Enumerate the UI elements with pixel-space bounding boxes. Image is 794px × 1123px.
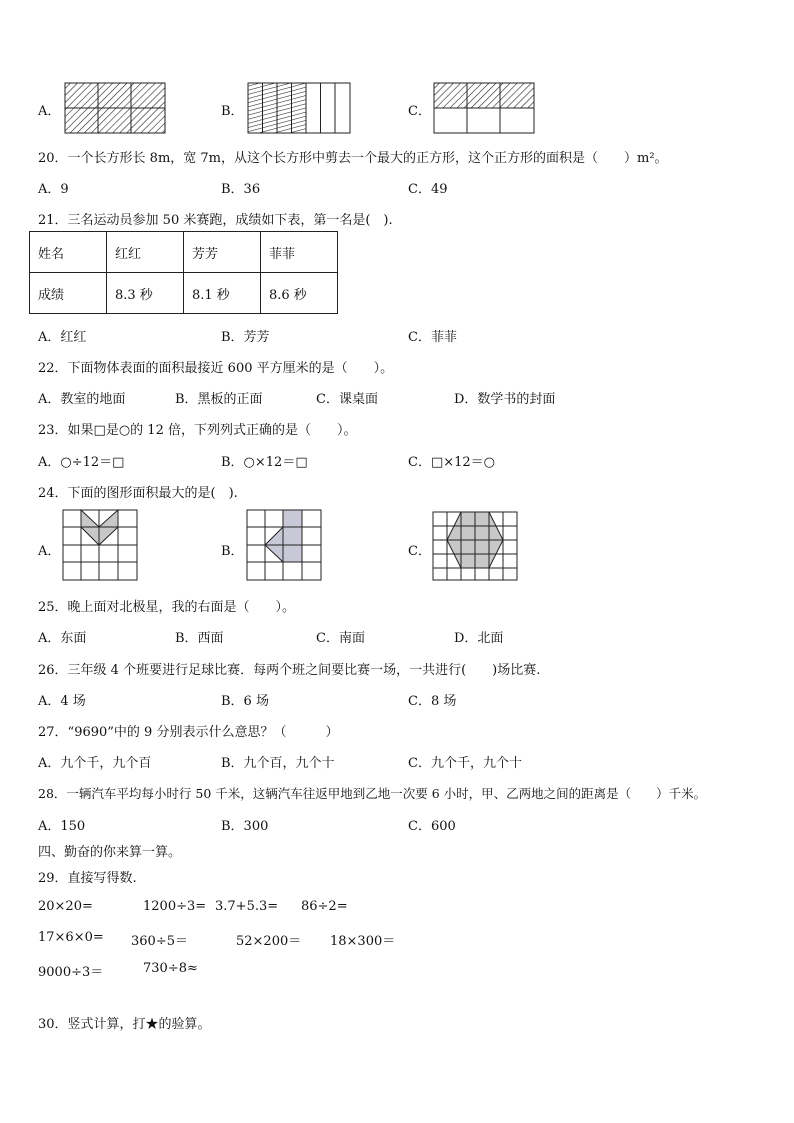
q26-option-b[interactable]: B．6 场 (221, 694, 269, 709)
q29-expr: 730÷8≈ (143, 961, 198, 976)
q24-stem: 24．下面的图形面积最大的是( ). (38, 486, 238, 501)
q24-figure-b (246, 509, 322, 581)
q22-option-d[interactable]: D．数学书的封面 (454, 392, 556, 407)
q28-option-a[interactable]: A．150 (38, 819, 86, 834)
q23-option-c[interactable]: C．□×12＝○ (408, 455, 496, 470)
table-cell: 8.1 秒 (184, 273, 261, 314)
q25-option-c[interactable]: C．南面 (316, 631, 365, 646)
section-4-title: 四、勤奋的你来算一算。 (38, 845, 182, 860)
q26-option-a[interactable]: A．4 场 (38, 694, 86, 709)
q22-option-b[interactable]: B．黑板的正面 (175, 392, 263, 407)
q19-option-a[interactable]: A． (38, 104, 61, 119)
table-cell: 菲菲 (261, 232, 338, 273)
table-row (30, 273, 338, 314)
q24-option-c[interactable]: C． (408, 544, 431, 559)
q19-option-b[interactable]: B． (221, 104, 244, 119)
q23-option-b[interactable]: B．○×12＝□ (221, 455, 308, 470)
q21-stem: 21．三名运动员参加 50 米赛跑，成绩如下表，第一名是( ). (38, 213, 393, 228)
q19-figure-c (433, 82, 535, 134)
q29-expr: 20×20= (38, 899, 93, 914)
q27-option-a[interactable]: A．九个千，九个百 (38, 756, 152, 771)
q25-option-a[interactable]: A．东面 (38, 631, 87, 646)
q23-stem: 23．如果□是○的 12 倍，下列列式正确的是（ ）。 (38, 423, 357, 438)
q25-option-d[interactable]: D．北面 (454, 631, 504, 646)
q28-option-c[interactable]: C．600 (408, 819, 456, 834)
q25-option-b[interactable]: B．西面 (175, 631, 224, 646)
q26-stem: 26．三年级 4 个班要进行足球比赛．每两个班之间要比赛一场，一共进行( )场比赛. (38, 663, 541, 678)
q22-stem: 22．下面物体表面的面积最接近 600 平方厘米的是（ ）。 (38, 361, 394, 376)
q29-expr: 360÷5＝ (131, 934, 188, 949)
q29-expr: 86÷2= (301, 899, 348, 914)
table-cell: 8.6 秒 (261, 273, 338, 314)
q29-expr: 1200÷3= (143, 899, 207, 914)
q28-option-b[interactable]: B．300 (221, 819, 269, 834)
q24-option-a[interactable]: A． (38, 544, 61, 559)
q27-option-b[interactable]: B．九个百，九个十 (221, 756, 335, 771)
q20-option-b[interactable]: B．36 (221, 182, 261, 197)
table-cell: 姓名 (30, 232, 107, 273)
q25-stem: 25．晚上面对北极星，我的右面是（ ）。 (38, 600, 296, 615)
q29-expr: 52×200＝ (236, 934, 302, 949)
q24-option-b[interactable]: B． (221, 544, 244, 559)
q21-score-table (29, 231, 338, 314)
q20-option-c[interactable]: C．49 (408, 182, 448, 197)
q19-figure-b (247, 82, 351, 134)
q19-option-c[interactable]: C． (408, 104, 431, 119)
q30-stem: 30．竖式计算，打★的验算。 (38, 1017, 211, 1032)
table-cell: 成绩 (30, 273, 107, 314)
q29-expr: 18×300＝ (330, 934, 396, 949)
q24-figure-a (62, 509, 138, 581)
table-cell: 8.3 秒 (107, 273, 184, 314)
q22-option-c[interactable]: C．课桌面 (316, 392, 378, 407)
q28-stem: 28．一辆汽车平均每小时行 50 千米，这辆汽车往返甲地到乙地一次要 6 小时，甲、乙两地之间的距离是（ ）千米。 (38, 786, 707, 801)
q21-option-b[interactable]: B．芳芳 (221, 330, 270, 345)
q21-option-a[interactable]: A．红红 (38, 330, 87, 345)
q29-stem: 29．直接写得数. (38, 871, 137, 886)
table-cell: 芳芳 (184, 232, 261, 273)
q24-figure-c (432, 511, 518, 581)
q23-option-a[interactable]: A．○÷12＝□ (38, 455, 125, 470)
q21-option-c[interactable]: C．菲菲 (408, 330, 457, 345)
q29-expr: 17×6×0= (38, 930, 104, 945)
table-row (30, 232, 338, 273)
table-cell: 红红 (107, 232, 184, 273)
q22-option-a[interactable]: A．教室的地面 (38, 392, 126, 407)
q20-option-a[interactable]: A．9 (38, 182, 69, 197)
q27-option-c[interactable]: C．九个千，九个十 (408, 756, 522, 771)
q20-stem: 20．一个长方形长 8m，宽 7m，从这个长方形中剪去一个最大的正方形，这个正方形的面积是（ ）m²。 (38, 151, 668, 166)
q19-figure-a (64, 82, 166, 134)
q29-expr: 3.7+5.3= (215, 899, 279, 914)
q26-option-c[interactable]: C．8 场 (408, 694, 457, 709)
q27-stem: 27．“9690”中的 9 分别表示什么意思？（ ） (38, 725, 339, 740)
q29-expr: 9000÷3＝ (38, 965, 104, 980)
